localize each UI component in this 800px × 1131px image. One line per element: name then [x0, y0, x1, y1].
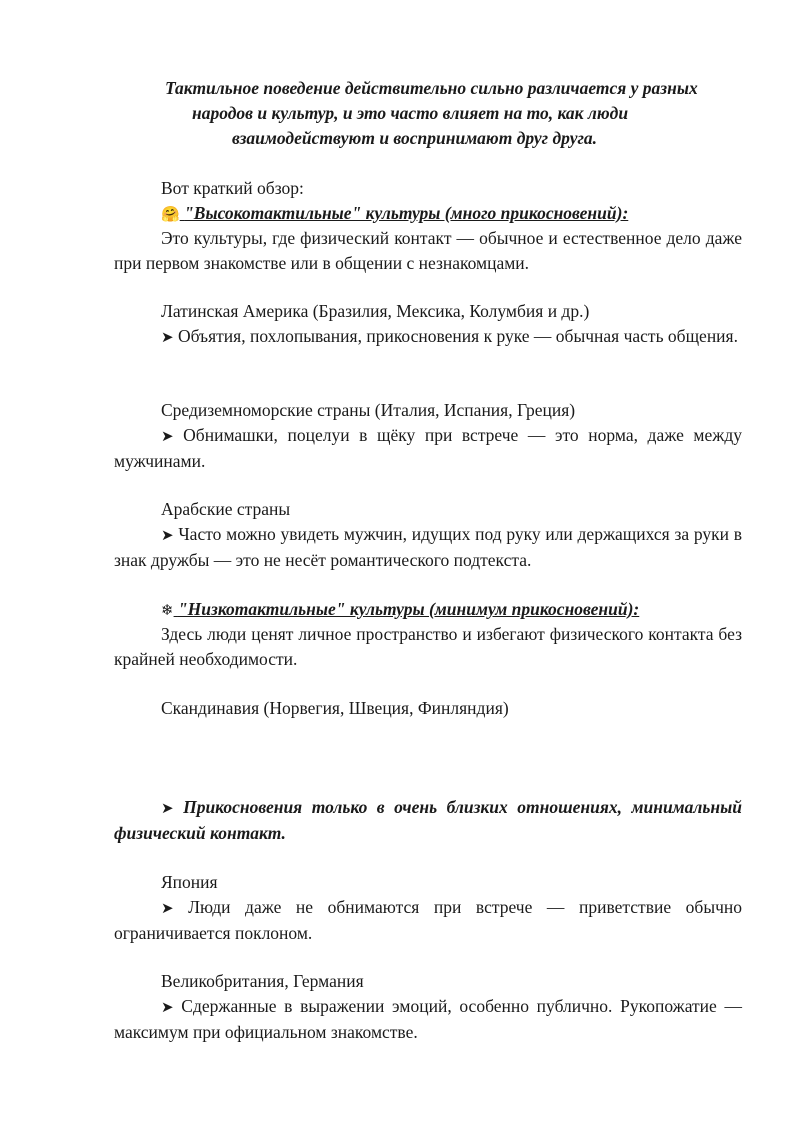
- region-name-japan: Япония: [161, 872, 218, 892]
- low-contact-heading: [161, 597, 639, 622]
- region-detail-mediterranean: ➤ Обнимашки, поцелуи в щёку при встрече — это норма, даже между мужчинами.: [114, 425, 743, 471]
- high-contact-description: Это культуры, где физический контакт — обычное и естественное дело даже при первом знакомстве или в общении с незнакомцами.: [114, 228, 742, 273]
- region-detail-arab: ➤ Часто можно увидеть мужчин, идущих под руку или держащихся за руки в знак дружбы — это не несёт романтического подтекста.: [114, 524, 742, 570]
- region-detail-latin-america: ➤ Объятия, похлопывания, прикосновения к руке — обычная часть общения.: [161, 326, 738, 346]
- arrow-icon: ➤: [161, 899, 174, 917]
- arrow-icon: ➤: [161, 526, 174, 544]
- high-contact-heading-text: "Высокотактильные" культуры (много прикосновений):: [184, 203, 629, 223]
- intro-line-2: народов и культур, и это часто влияет на то, как люди: [192, 103, 629, 123]
- region-detail-uk-germany: ➤ Сдержанные в выражении эмоций, особенно публично. Рукопожатие — максимум при официальном знакомстве.: [114, 996, 742, 1042]
- intro-line-1: Тактильное поведение действительно сильно различается у разных: [165, 78, 698, 98]
- region-name-mediterranean: Средиземноморские страны (Италия, Испания, Греция): [161, 400, 576, 420]
- arrow-icon: ➤: [161, 799, 174, 817]
- arrow-icon: ➤: [161, 998, 174, 1016]
- low-contact-heading-text: "Низкотактильные" культуры (минимум прикосновений):: [177, 599, 640, 619]
- intro-line-3: взаимодействуют и воспринимают друг друга.: [232, 128, 598, 148]
- hugging-face-icon: 🤗: [161, 205, 180, 223]
- region-name-latin-america: Латинская Америка (Бразилия, Мексика, Колумбия и др.): [161, 301, 590, 321]
- region-detail-scandinavia: ➤ Прикосновения только в очень близких отношениях, минимальный физический контакт.: [114, 797, 742, 843]
- overview-label: Вот краткий обзор:: [161, 178, 304, 198]
- snowflake-icon: ❄: [161, 601, 174, 619]
- arrow-icon: ➤: [161, 427, 174, 445]
- high-contact-heading: [161, 201, 628, 226]
- region-name-arab: Арабские страны: [161, 499, 291, 519]
- low-contact-description: Здесь люди ценят личное пространство и избегают физического контакта без крайней необходимости.: [114, 624, 742, 669]
- region-detail-japan: ➤ Люди даже не обнимаются при встрече — приветствие обычно ограничивается поклоном.: [114, 897, 742, 943]
- region-name-uk-germany: Великобритания, Германия: [161, 971, 364, 991]
- region-name-scandinavia: Скандинавия (Норвегия, Швеция, Финляндия): [161, 698, 509, 718]
- arrow-icon: ➤: [161, 328, 174, 346]
